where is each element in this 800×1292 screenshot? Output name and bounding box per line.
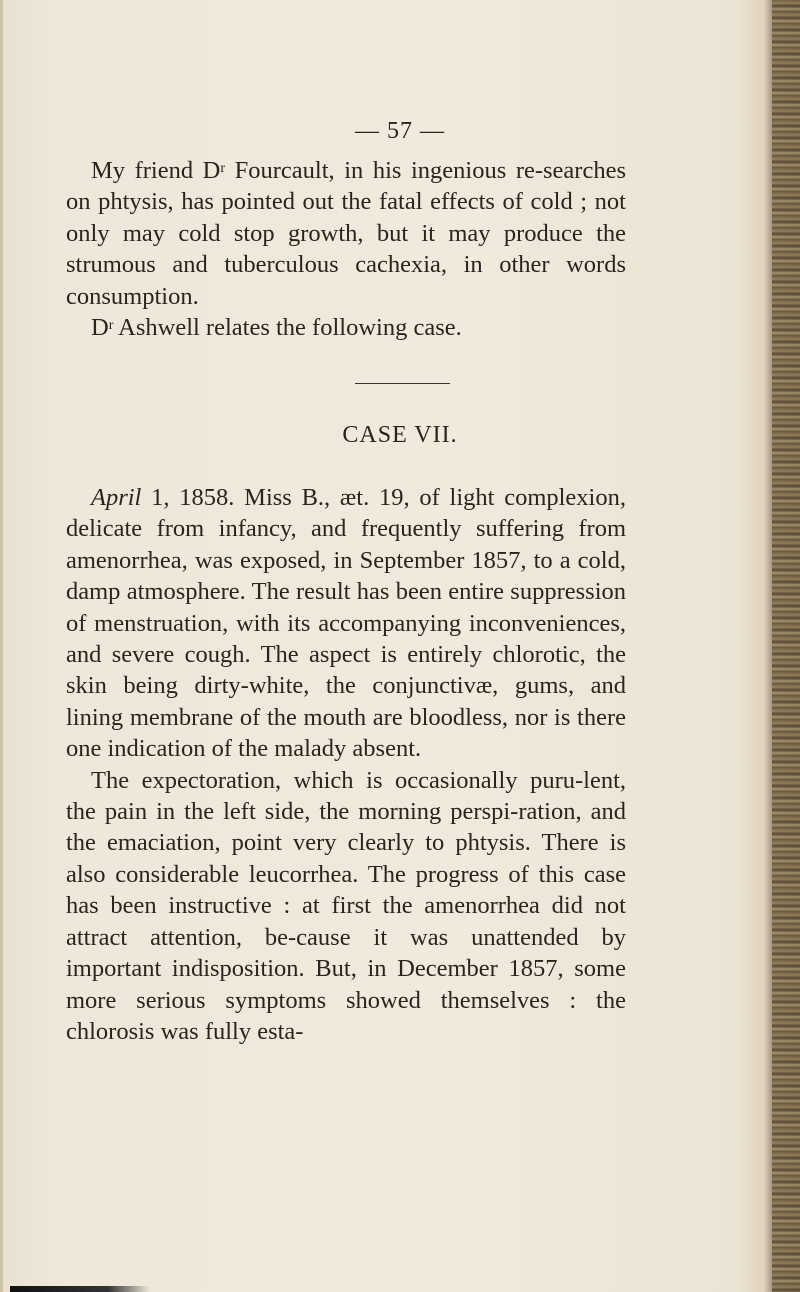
- book-spine: [772, 0, 800, 1292]
- case-heading: CASE VII.: [342, 422, 458, 448]
- para1-text: Fourcault, in his ingenious re-searches on phtysis, has pointed out the fatal effects of cold ; not only may cold stop growth, but it may produce the strumous and tuberculous cachexia, in other words consumption.: [66, 157, 627, 310]
- para1-prefix: My friend D: [91, 157, 221, 184]
- para1-sup: r: [220, 161, 226, 176]
- section-divider: [355, 383, 450, 384]
- page-number: — 57 —: [355, 118, 445, 144]
- para3-text: 1, 1858. Miss B., æt. 19, of light complexion, delicate from infancy, and frequently suffering from amenorrhea, was exposed, in September 1857, to a cold, damp atmosphere. The result has been entire suppression of menstruation, with its accompanying inconveniences, and severe cough. The aspect is entirely chlorotic, the skin being dirty-white, the conjunctivæ, gums, and lining membrane of the mouth are bloodless, nor is there one indication of the malady absent.: [66, 484, 626, 763]
- date-italic: April: [91, 484, 142, 511]
- gutter-shadow: [764, 0, 772, 1292]
- para2-sup: r: [108, 318, 114, 334]
- paragraph-case-description: [66, 482, 626, 765]
- para2-prefix: D: [91, 314, 109, 342]
- paragraph-fourcault: [66, 155, 626, 312]
- paragraph-ashwell: [66, 312, 626, 343]
- scan-artifact-bar: [10, 1286, 150, 1292]
- text-block-intro: [66, 155, 626, 343]
- page-left-edge: [0, 0, 3, 1292]
- para2-text: Ashwell relates the following case.: [113, 314, 462, 342]
- text-block-case: [66, 482, 626, 1047]
- paragraph-case-progress: The expectoration, which is occasionally puru-lent, the pain in the left side, the morning perspi-ration, and the emaciation, point very clearly to phtysis. There is also considerable leucorrhea. The progress of this case has been instructive : at first the amenorrhea did not attract attention, be-cause it was unattended by important indisposition. But, in December 1857, some more serious symptoms showed themselves : the chlorosis was fully esta-: [66, 766, 626, 1045]
